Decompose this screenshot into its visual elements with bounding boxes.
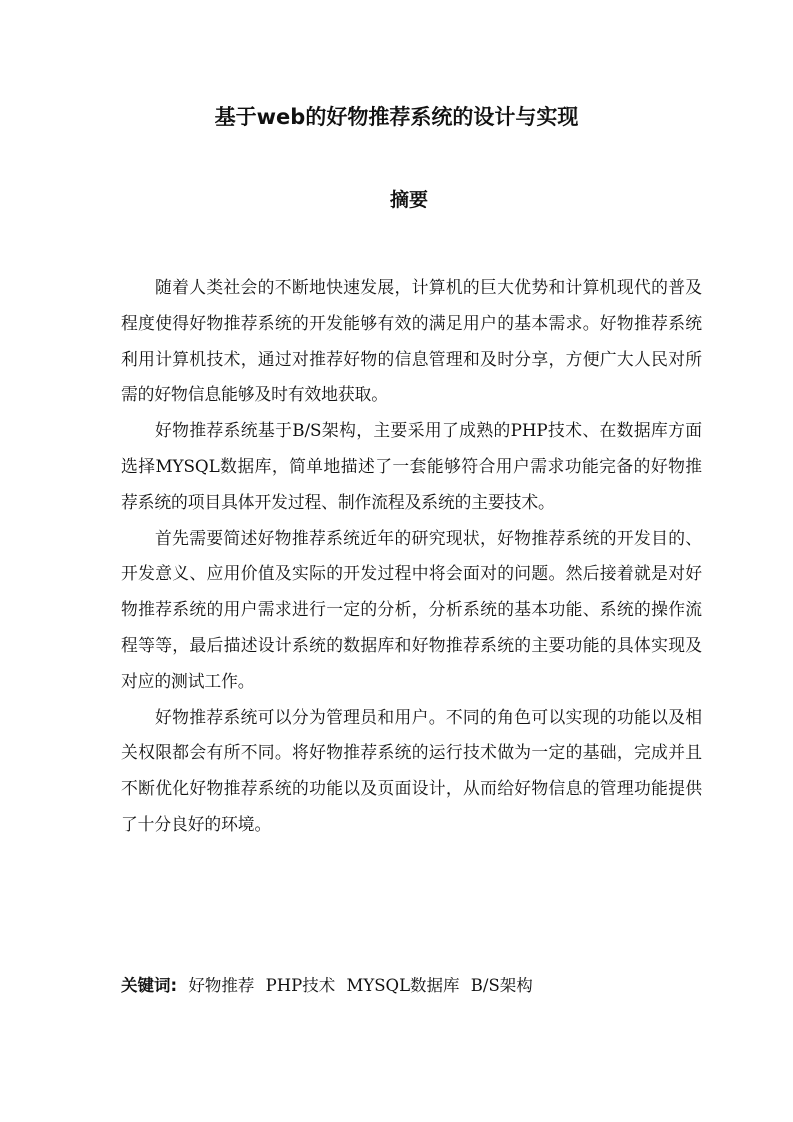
abstract-paragraph-1: 随着人类社会的不断地快速发展，计算机的巨大优势和计算机现代的普及程度使得好物推荐系统的开发能够有效的满足用户的基本需求。好物推荐系统利用计算机技术，通过对推荐好物的信息管理和及时分享，方便广大人民对所需的好物信息能够及时有效地获取。 — [121, 277, 702, 405]
abstract-paragraph-2: 好物推荐系统基于B/S架构，主要采用了成熟的PHP技术、在数据库方面选择MYSQL数据库，简单地描述了一套能够符合用户需求功能完备的好物推荐系统的项目具体开发过程、制作流程及系统的主要技术。 — [121, 420, 702, 512]
abstract-body — [121, 270, 702, 843]
keyword-item: MYSQL数据库 — [346, 976, 460, 995]
keyword-item: B/S架构 — [470, 976, 533, 995]
abstract-paragraph-3: 首先需要简述好物推荐系统近年的研究现状，好物推荐系统的开发目的、开发意义、应用价值及实际的开发过程中将会面对的问题。然后接着就是对好物推荐系统的用户需求进行一定的分析，分析系统的基本功能、系统的操作流程等等，最后描述设计系统的数据库和好物推荐系统的主要功能的具体实现及对应的测试工作。 — [121, 527, 702, 691]
abstract-heading: 摘要 — [389, 189, 428, 211]
keyword-item: 好物推荐 — [188, 976, 255, 995]
keyword-item: PHP技术 — [265, 976, 336, 995]
keywords-line — [121, 972, 721, 1000]
page-title: 基于web的好物推荐系统的设计与实现 — [214, 105, 579, 129]
keywords-label: 关键词: — [121, 976, 178, 995]
abstract-paragraph-4: 好物推荐系统可以分为管理员和用户。不同的角色可以实现的功能以及相关权限都会有所不同。将好物推荐系统的运行技术做为一定的基础，完成并且不断优化好物推荐系统的功能以及页面设计，从而给好物信息的管理功能提供了十分良好的环境。 — [121, 706, 702, 834]
